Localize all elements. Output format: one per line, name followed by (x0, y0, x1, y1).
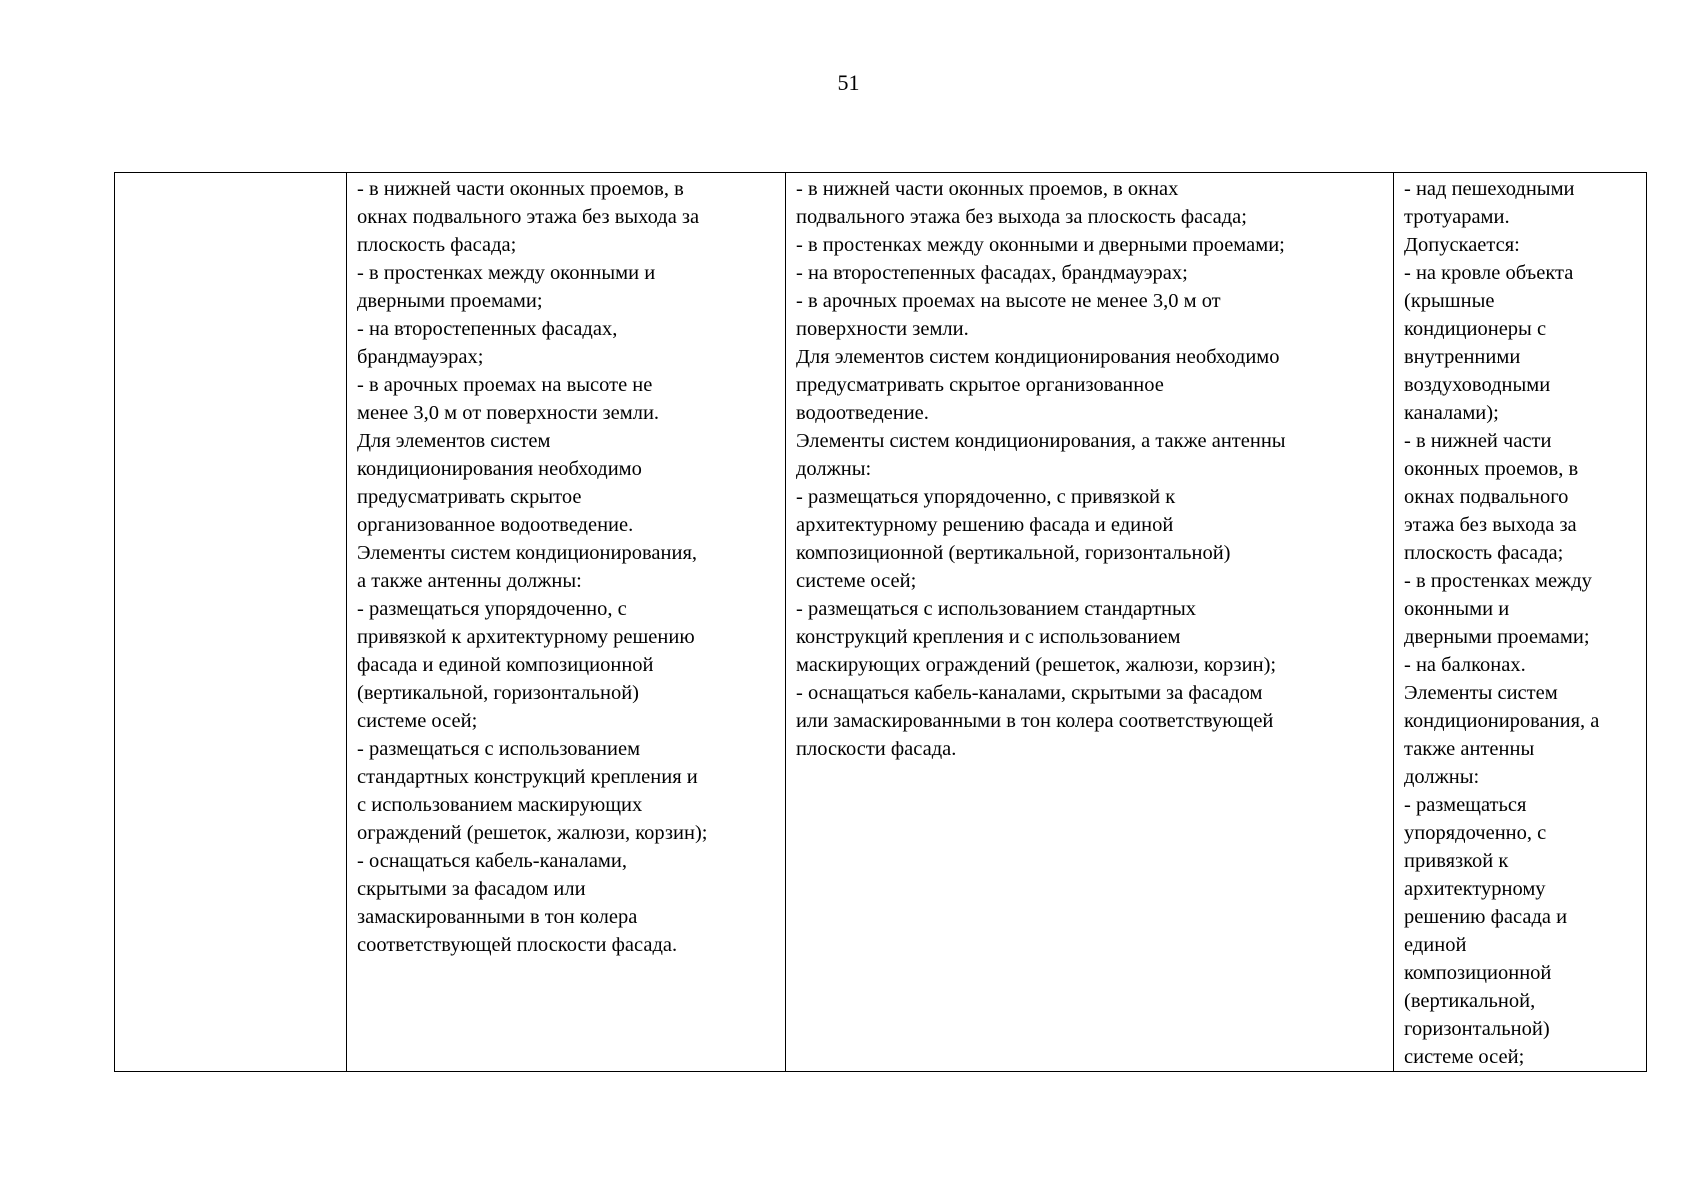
cell-text-line: - оснащаться кабель-каналами, (357, 850, 628, 872)
cell-text-line: композиционной (1404, 962, 1552, 984)
cell-text-line: - оснащаться кабель-каналами, скрытыми за фасадом (796, 682, 1263, 704)
cell-text-line: предусматривать скрытое (357, 486, 582, 508)
cell-text-line: или замаскированными в тон колера соответствующей (796, 710, 1274, 732)
cell-text-line: - над пешеходными (1404, 178, 1575, 200)
cell-text-line: архитектурному (1404, 878, 1546, 900)
table-cell-2 (347, 173, 786, 1072)
cell-text-line: скрытыми за фасадом или (357, 878, 586, 900)
cell-text-line: системе осей; (1404, 1046, 1525, 1068)
cell-text-line: плоскость фасада; (357, 234, 517, 256)
cell-text-line: также антенны (1404, 738, 1535, 760)
table-cell-4 (1394, 173, 1647, 1072)
cell-text-line: кондиционирования, а (1404, 710, 1600, 732)
cell-text-line: с использованием маскирующих (357, 794, 643, 816)
cell-text-line: конструкций крепления и с использованием (796, 626, 1181, 648)
cell-text-line: поверхности земли. (796, 318, 969, 340)
cell-text-line: упорядоченно, с (1404, 822, 1547, 844)
cell-text-line: архитектурному решению фасада и единой (796, 514, 1174, 536)
cell-text-line: решению фасада и (1404, 906, 1568, 928)
cell-text-line: тротуарами. (1404, 206, 1510, 228)
cell-text-line: брандмауэрах; (357, 346, 484, 368)
cell-text-line: единой (1404, 934, 1467, 956)
cell-text-line: - размещаться с использованием (357, 738, 641, 760)
cell-text-line: кондиционеры с (1404, 318, 1547, 340)
cell-text-line: воздуховодными (1404, 374, 1551, 396)
cell-text-line: предусматривать скрытое организованное (796, 374, 1164, 396)
cell-text-line: каналами); (1404, 402, 1499, 424)
cell-text-line: оконных проемов, в (1404, 458, 1579, 480)
cell-text-line: системе осей; (357, 710, 478, 732)
cell-text-line: - в арочных проемах на высоте не (357, 374, 653, 396)
cell-text-line: соответствующей плоскости фасада. (357, 934, 678, 956)
cell-text-line: Элементы систем кондиционирования, (357, 542, 697, 564)
table-row (115, 173, 1647, 1072)
cell-text-line: горизонтальной) (1404, 1018, 1550, 1040)
cell-text-line: ограждений (решеток, жалюзи, корзин); (357, 822, 708, 844)
cell-text-line: - в нижней части оконных проемов, в окнах (796, 178, 1179, 200)
cell-text-line: привязкой к (1404, 850, 1509, 872)
cell-text-line: оконными и (1404, 598, 1510, 620)
cell-text-line: - на второстепенных фасадах, брандмауэрах; (796, 262, 1188, 284)
cell-text-line: маскирующих ограждений (решеток, жалюзи, корзин); (796, 654, 1277, 676)
cell-text-line: дверными проемами; (1404, 626, 1590, 648)
cell-text-line: подвального этажа без выхода за плоскость фасада; (796, 206, 1247, 228)
cell-text-line: (крышные (1404, 290, 1495, 312)
table-cell-3 (786, 173, 1394, 1072)
cell-text-line: должны: (796, 458, 872, 480)
cell-text-line: - в нижней части (1404, 430, 1552, 452)
cell-text-line: привязкой к архитектурному решению (357, 626, 695, 648)
cell-text-line: плоскости фасада. (796, 738, 957, 760)
cell-text-line: - на кровле объекта (1404, 262, 1574, 284)
cell-text-line: - в простенках между (1404, 570, 1592, 592)
cell-text-line: плоскость фасада; (1404, 542, 1564, 564)
cell-text-line: - размещаться с использованием стандартных (796, 598, 1197, 620)
cell-text-line: Допускается: (1404, 234, 1520, 256)
cell-text-line: фасада и единой композиционной (357, 654, 654, 676)
cell-text-line: - в простенках между оконными и дверными проемами; (796, 234, 1285, 256)
cell-text-line: кондиционирования необходимо (357, 458, 642, 480)
cell-text-line: - размещаться упорядоченно, с привязкой к (796, 486, 1176, 508)
cell-text-line: внутренними (1404, 346, 1521, 368)
cell-text-line: стандартных конструкций крепления и (357, 766, 698, 788)
cell-text-line: должны: (1404, 766, 1480, 788)
page-number: 51 (837, 70, 860, 95)
cell-text-line: - размещаться (1404, 794, 1527, 816)
cell-text-line: - на второстепенных фасадах, (357, 318, 618, 340)
cell-text-line: (вертикальной, (1404, 990, 1536, 1012)
cell-text-line: - размещаться упорядоченно, с (357, 598, 627, 620)
cell-text-line: а также антенны должны: (357, 570, 582, 592)
cell-text-line: окнах подвального (1404, 486, 1569, 508)
table-cell-1 (115, 173, 347, 1072)
cell-text-line: дверными проемами; (357, 290, 543, 312)
cell-text-line: организованное водоотведение. (357, 514, 634, 536)
cell-text-line: композиционной (вертикальной, горизонтальной) (796, 542, 1231, 564)
cell-text-line: водоотведение. (796, 402, 929, 424)
cell-text-line: - на балконах. (1404, 654, 1526, 676)
cell-text-line: Элементы систем (1404, 682, 1558, 704)
cell-text-line: Для элементов систем кондиционирования необходимо (796, 346, 1280, 368)
cell-text-line: Для элементов систем (357, 430, 551, 452)
regulation-table (114, 172, 1647, 1072)
cell-text-line: - в простенках между оконными и (357, 262, 656, 284)
cell-text-line: - в арочных проемах на высоте не менее 3,0 м от (796, 290, 1221, 312)
cell-text-line: окнах подвального этажа без выхода за (357, 206, 700, 228)
cell-text-line: замаскированными в тон колера (357, 906, 638, 928)
cell-text-line: менее 3,0 м от поверхности земли. (357, 402, 660, 424)
cell-text-line: системе осей; (796, 570, 917, 592)
cell-text-line: этажа без выхода за (1404, 514, 1577, 536)
cell-text-line: (вертикальной, горизонтальной) (357, 682, 639, 704)
cell-text-line: - в нижней части оконных проемов, в (357, 178, 684, 200)
cell-text-line: Элементы систем кондиционирования, а также антенны (796, 430, 1286, 452)
